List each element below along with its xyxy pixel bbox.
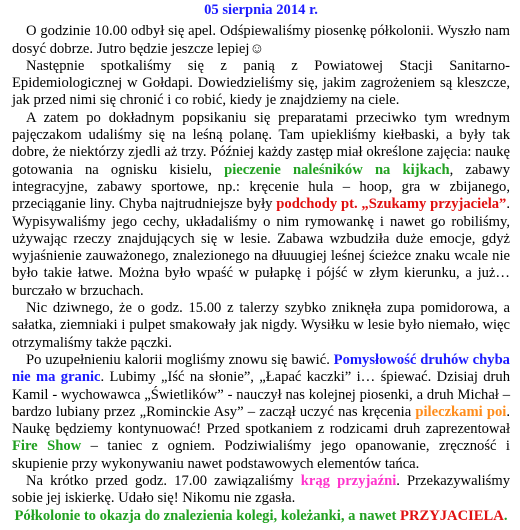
text-segment: Półkolonie to okazja do znalezienia kolegi, koleżanki, a nawet: [14, 507, 397, 524]
closing-line: [12, 508, 510, 525]
paragraph-apel: O godzinie 10.00 odbył się apel. Odśpiewaliśmy piosenkę półkolonii. Wyszło nam dosyć dobrze. Jutro będzie jeszcze lepiej☺: [12, 23, 510, 57]
text-segment: , zabawy integracyjne, zabawy sportowe, np.: kręcenie hula – hoop, gra w zbijanego, przeciąganie liny. Chyba najtrudniejsze były: [12, 161, 510, 213]
text-segment: . Lubimy „Iść na słonie”, „Łapać kaczki” i… śpiewać. Dzisiaj druh Kamil - wychowawca „Świetlików” - nauczył nas kolejnej piosenki, a druh Michał – bardzo lubiany przez „Rominckie Asy” – zaczął uczyć nas kręcenia: [12, 369, 510, 420]
highlight-nalesniki: pieczenie naleśników na kijkach: [224, 161, 450, 178]
highlight-fire-show: Fire Show: [12, 438, 82, 455]
text-segment: Po uzupełnieniu kalorii mogliśmy znowu się bawić.: [26, 351, 330, 368]
highlight-pomyslowosc: Pomysłowość druhów chyba nie ma granic: [12, 351, 510, 386]
paragraph-zabawy: [12, 352, 510, 473]
text-segment: – taniec z ogniem. Podziwialiśmy jego opanowanie, zręczność i skupienie przy wykonywaniu nawet podstawowych elementów tańca.: [12, 438, 510, 472]
text-segment: .: [503, 507, 508, 524]
paragraph-kleszcze: Następnie spotkaliśmy się z panią z Powiatowej Stacji Sanitarno-Epidemiologicznej w Gołdapi. Dowiedzieliśmy się, jakim zagrożeniem są kleszcze, jak przed nimi się chronić i co robić, kiedy je znajdziemy na ciele.: [12, 57, 510, 109]
highlight-przyjaciela: PRZYJACIELA: [400, 507, 504, 524]
highlight-krag-przyjazni: krąg przyjaźni: [300, 473, 397, 490]
highlight-poi: pileczkami poi: [415, 403, 507, 420]
paragraph-obiad: Nic dziwnego, że o godz. 15.00 z talerzy szybko zniknęła zupa pomidorowa, a sałatka, ziemniaki i pulpet smakowały jak nigdy. Wysiłku w lesie było niemało, więc otrzymaliśmy także pączki.: [12, 300, 510, 351]
text-segment: A zatem po dokładnym popsikaniu się preparatami przeciwko tym wrednym pajęczakom udaliśmy się na leśną polanę. Tam upiekliśmy kiełbaski, a były tak dobre, że niektórzy zjedli aż trzy. Później każdy zastęp miał określone zajęcia: naukę gotowania na ognisku kisielu,: [12, 109, 510, 178]
paragraph-polana: [12, 110, 510, 300]
text-segment: . Naukę będziemy kontynuować! Przed spotkaniem z rodzicami druh zaprezentował: [12, 403, 510, 438]
text-segment: . Wypisywaliśmy jego cechy, układaliśmy o nim rymowankę i nawet go robiliśmy, używając rzeczy znajdujących się w lesie. Zabawa wzbudziła duże emocje, gdyż wyjaśnienie zauważonego, znalezionego na dłuuugiej leśnej ścieżce znaku wcale nie było takie łatwe. Można było wpaść w pułapkę i pójść w złym kierunku, a już… burczało w brzuchach.: [12, 196, 510, 299]
text-segment: Na krótko przed godz. 17.00 zawiązaliśmy: [26, 473, 294, 490]
highlight-podchody: podchody pt. „Szukamy przyjaciela”: [276, 196, 507, 213]
text-segment: . Przekazywaliśmy sobie jej iskierkę. Udało się! Nikomu nie zgasła.: [12, 473, 510, 507]
document-date: 05 sierpnia 2014 r.: [204, 2, 318, 18]
paragraph-krag: [12, 473, 510, 508]
